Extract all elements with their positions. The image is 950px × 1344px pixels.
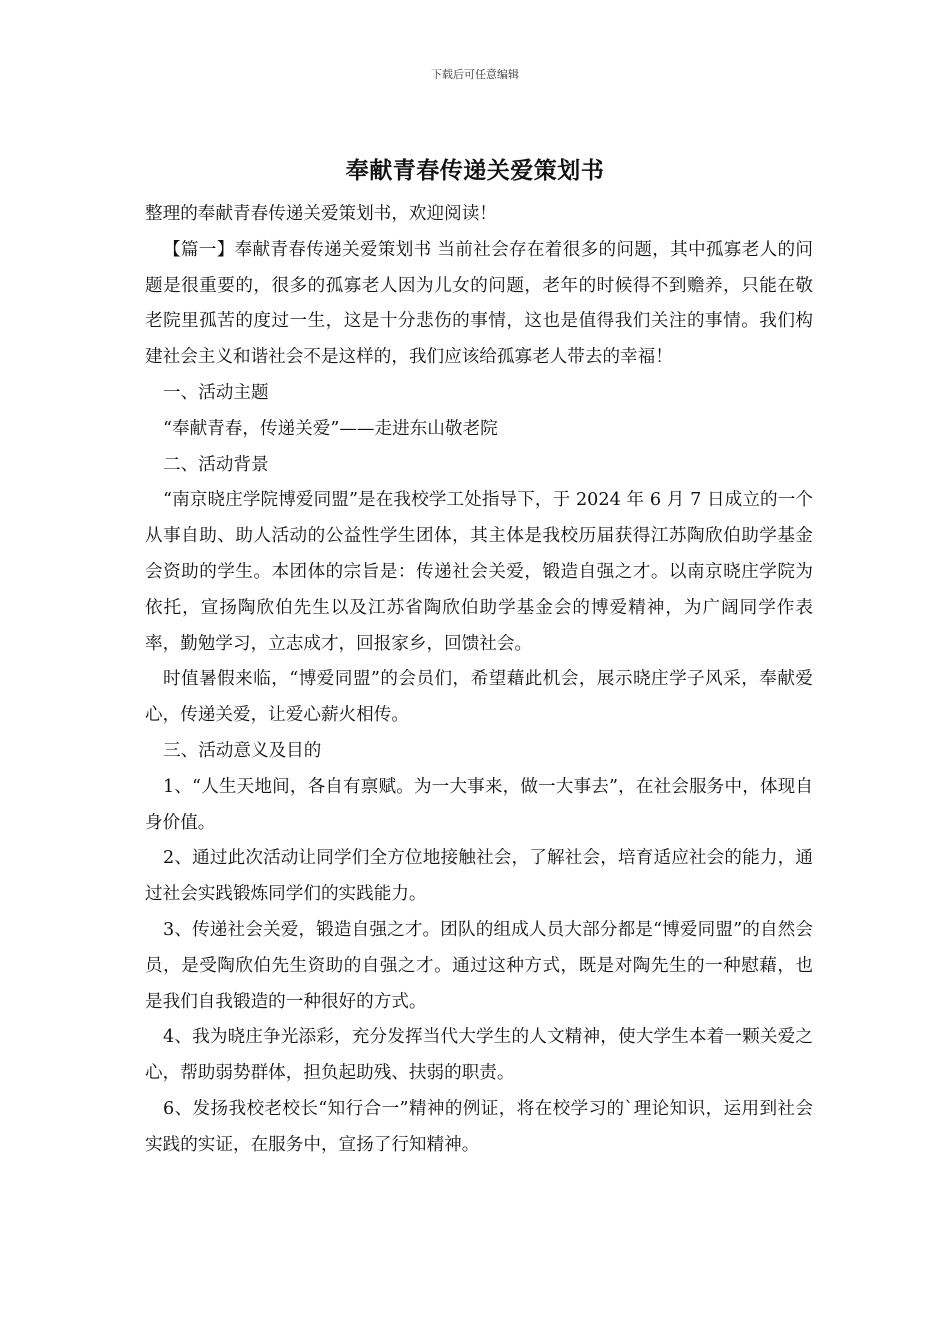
chapter-one-paragraph: 【篇一】奉献青春传递关爱策划书 当前社会存在着很多的问题，其中孤寡老人的问题是很重要的，很多的孤寡老人因为儿女的问题，老年的时候得不到赡养，只能在敬老院里孤苦的度过一生，这是十分悲伤的事情，这也是值得我们关注的事情。我们构建社会主义和谐社会不是这样的，我们应该给孤寡老人带去的幸福！ — [145, 239, 813, 368]
document-title: 奉献青春传递关爱策划书 — [345, 157, 605, 184]
section-heading-purpose: 三、活动意义及目的 — [163, 740, 322, 761]
theme-paragraph: “奉献青春，传递关爱”——走进东山敬老院 — [163, 418, 498, 439]
purpose-item-6: 6、发扬我校老校长“知行合一”精神的例证，将在校学习的`理论知识，运用到社会实践的实证，在服务中，宣扬了行知精神。 — [145, 1098, 813, 1155]
document-body — [145, 197, 813, 1164]
section-heading-theme: 一、活动主题 — [163, 382, 269, 403]
purpose-item-4: 4、我为晓庄争光添彩，充分发挥当代大学生的人文精神，使大学生本着一颗关爱之心，帮助弱势群体，担负起助残、扶弱的职责。 — [145, 1027, 813, 1084]
intro-paragraph: 整理的奉献青春传递关爱策划书，欢迎阅读！ — [145, 204, 497, 224]
background-paragraph: “南京晓庄学院博爱同盟”是在我校学工处指导下，于 2024 年 6 月 7 日成立的一个从事自助、助人活动的公益性学生团体，其主体是我校历届获得江苏陶欣伯助学基金会资助的学生。本团体的宗旨是：传递社会关爱，锻造自强之才。以南京晓庄学院为依托，宣扬陶欣伯先生以及江苏省陶欣伯助学基金会的博爱精神，为广阔同学作表率，勤勉学习，立志成才，回报家乡，回馈社会。 — [145, 490, 813, 654]
section-heading-background: 二、活动背景 — [163, 454, 269, 475]
header-note: 下载后可任意编辑 — [431, 68, 519, 81]
purpose-item-1: 1、“人生天地间，各自有禀赋。为一大事来，做一大事去”，在社会服务中，体现自身价值。 — [145, 776, 813, 833]
purpose-item-3: 3、传递社会关爱，锻造自强之才。团队的组成人员大部分都是“博爱同盟”的自然会员，是受陶欣伯先生资助的自强之才。通过这种方式，既是对陶先生的一种慰藉，也是我们自我锻造的一种很好的方式。 — [145, 919, 813, 1012]
purpose-item-2: 2、通过此次活动让同学们全方位地接触社会，了解社会，培育适应社会的能力，通过社会实践锻炼同学们的实践能力。 — [145, 848, 813, 905]
summer-paragraph: 时值暑假来临，“博爱同盟”的会员们，希望藉此机会，展示晓庄学子风采，奉献爱心，传递关爱，让爱心薪火相传。 — [145, 669, 813, 726]
